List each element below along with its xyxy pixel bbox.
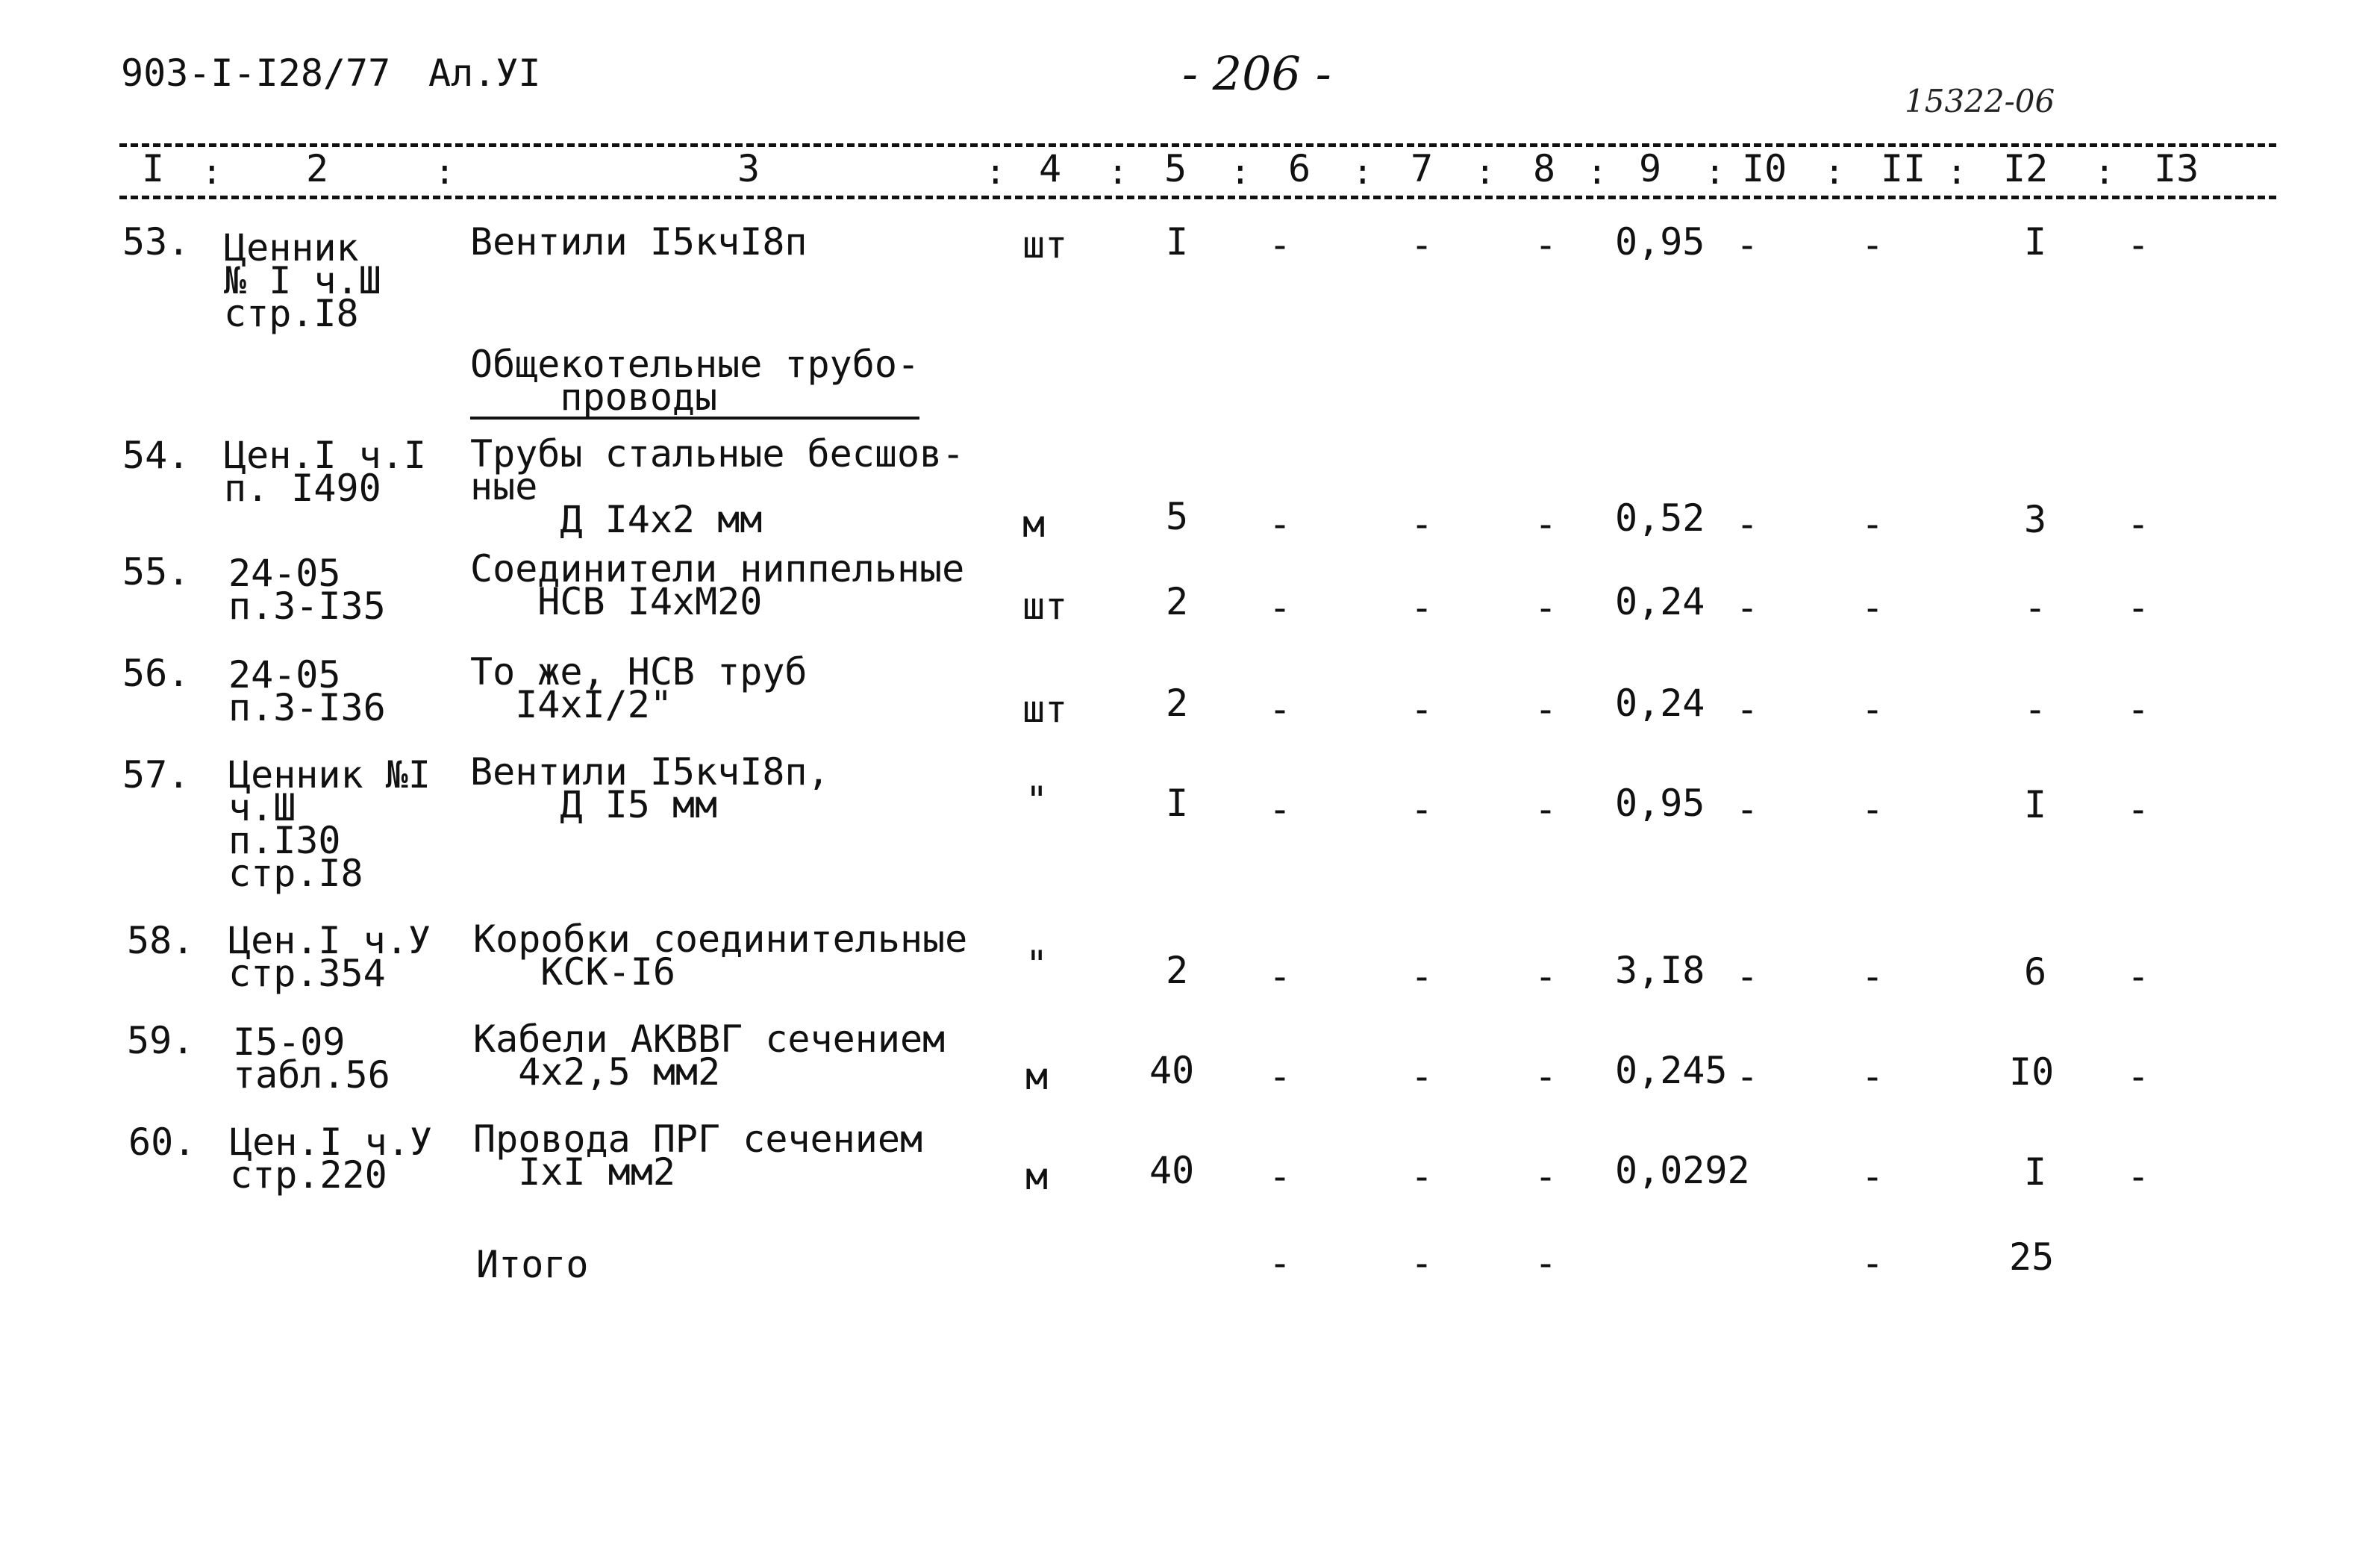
row-col6: - (1269, 955, 1292, 998)
row-quantity: 5 (1166, 495, 1189, 538)
row-col6: - (1269, 1155, 1292, 1198)
row-col13: - (2127, 586, 2150, 629)
total-col12: 25 (2009, 1235, 2055, 1279)
row-col11: - (1861, 788, 1884, 831)
row-number: 57. (122, 753, 190, 797)
row-col8: - (1534, 788, 1558, 831)
row-col13: - (2127, 223, 2150, 266)
row-col7: - (1411, 223, 1434, 266)
row-col12: 6 (2024, 950, 2047, 994)
document-code: 903-I-I28/77 (121, 52, 391, 95)
row-col8: - (1534, 1155, 1558, 1198)
row-description: Кабели АКВВГ сечением 4х2,5 мм2 (473, 1017, 946, 1094)
row-col8: - (1534, 502, 1558, 546)
row-col9: 0,24 (1615, 682, 1705, 725)
col-header-2: 2 (306, 147, 329, 190)
header-bottom-rule (119, 196, 2276, 199)
row-col11: - (1861, 688, 1884, 731)
row-reference: Цен.I ч.У стр.354 (228, 919, 431, 995)
row-number: 56. (122, 652, 190, 695)
handwritten-reference: 15322-06 (1905, 83, 2055, 119)
row-col10: - (1736, 1055, 1759, 1098)
total-col8: - (1534, 1241, 1558, 1285)
row-col7: - (1411, 586, 1434, 629)
row-description: Коробки соединительные КСК-I6 (473, 917, 968, 994)
row-col9: 3,I8 (1615, 949, 1705, 992)
col-separator: : (985, 152, 1006, 192)
row-reference: 24-05 п.3-I35 (228, 552, 386, 628)
col-header-11: II (1881, 147, 1926, 190)
row-col12: I (2024, 220, 2047, 264)
row-reference: Ценник № I ч.Ш стр.I8 (224, 226, 381, 335)
row-col9: 0,0292 (1615, 1149, 1750, 1192)
row-quantity: I (1166, 782, 1189, 825)
total-col7: - (1411, 1241, 1434, 1285)
col-separator: : (1230, 152, 1251, 192)
total-label: Итого (476, 1243, 589, 1286)
row-col9: 0,95 (1615, 782, 1705, 825)
col-header-12: I2 (2003, 147, 2049, 190)
col-separator: : (202, 152, 222, 192)
row-description: Трубы стальные бесшов- ные Д I4х2 мм (470, 432, 965, 541)
row-number: 58. (127, 919, 195, 962)
row-col11: - (1861, 223, 1884, 266)
col-separator: : (1587, 152, 1608, 192)
col-separator: : (1824, 152, 1845, 192)
row-col10: - (1736, 502, 1759, 546)
row-col10: - (1736, 586, 1759, 629)
col-header-3: 3 (737, 147, 760, 190)
row-reference: Цен.I ч.У стр.220 (230, 1120, 432, 1197)
row-quantity: 2 (1166, 580, 1189, 623)
row-col6: - (1269, 586, 1292, 629)
row-col12: - (2024, 586, 2047, 629)
row-unit: м (1025, 1155, 1049, 1198)
page-number: - 206 - (1182, 46, 1331, 101)
row-quantity: I (1166, 220, 1189, 264)
row-col13: - (2127, 1055, 2150, 1098)
row-unit: " (1025, 943, 1049, 986)
col-separator: : (1705, 152, 1725, 192)
col-header-8: 8 (1533, 147, 1556, 190)
row-col13: - (2127, 788, 2150, 831)
row-col8: - (1534, 223, 1558, 266)
row-reference: I5-09 табл.56 (233, 1020, 390, 1097)
col-separator: : (2094, 152, 2115, 192)
row-col6: - (1269, 688, 1292, 731)
row-unit: шт (1022, 585, 1068, 628)
row-col11: - (1861, 1155, 1884, 1198)
col-separator: : (434, 152, 455, 192)
row-description: То же, НСВ труб I4хI/2" (470, 650, 808, 726)
col-separator: : (1352, 152, 1373, 192)
row-col6: - (1269, 502, 1292, 546)
col-header-4: 4 (1039, 147, 1062, 190)
row-col7: - (1411, 1055, 1434, 1098)
row-col11: - (1861, 502, 1884, 546)
row-col8: - (1534, 586, 1558, 629)
row-number: 60. (128, 1120, 196, 1164)
col-header-1: I (142, 147, 165, 190)
row-col6: - (1269, 788, 1292, 831)
col-separator: : (1475, 152, 1496, 192)
row-col13: - (2127, 688, 2150, 731)
row-col7: - (1411, 955, 1434, 998)
row-unit: шт (1022, 223, 1068, 266)
total-col6: - (1269, 1241, 1292, 1285)
row-description: Провода ПРГ сечением IхI мм2 (473, 1117, 923, 1194)
row-col12: I (2024, 783, 2047, 826)
section-title: Общекотельные трубо- проводы (470, 343, 920, 419)
row-reference: Ценник №I ч.Ш п.I30 стр.I8 (228, 753, 431, 895)
col-separator: : (1946, 152, 1967, 192)
row-description: Вентили I5кчI8п (470, 220, 808, 264)
row-unit: м (1022, 502, 1046, 546)
row-quantity: 40 (1149, 1149, 1195, 1192)
row-col9: 0,95 (1615, 220, 1705, 264)
row-col7: - (1411, 788, 1434, 831)
col-separator: : (1108, 152, 1128, 192)
row-col13: - (2127, 1155, 2150, 1198)
row-col8: - (1534, 1055, 1558, 1098)
row-number: 59. (127, 1019, 195, 1062)
row-description: Вентили I5кчI8п, Д I5 мм (470, 750, 830, 826)
row-col8: - (1534, 688, 1558, 731)
col-header-9: 9 (1639, 147, 1662, 190)
row-number: 55. (122, 550, 190, 593)
row-unit: шт (1022, 688, 1068, 731)
row-col10: - (1736, 788, 1759, 831)
album-label: Ал.УI (428, 52, 541, 95)
row-col7: - (1411, 502, 1434, 546)
row-col12: I (2024, 1150, 2047, 1194)
row-col13: - (2127, 955, 2150, 998)
row-quantity: 2 (1166, 682, 1189, 725)
row-col11: - (1861, 955, 1884, 998)
row-col12: I0 (2009, 1050, 2055, 1094)
total-col11: - (1861, 1241, 1884, 1285)
header-top-rule (119, 143, 2276, 147)
row-col12: 3 (2024, 498, 2047, 541)
row-number: 53. (122, 220, 190, 264)
col-header-7: 7 (1411, 147, 1434, 190)
row-reference: 24-05 п.3-I36 (228, 653, 386, 729)
row-col10: - (1736, 223, 1759, 266)
col-header-5: 5 (1164, 147, 1187, 190)
row-quantity: 40 (1149, 1049, 1195, 1092)
row-reference: Цен.I ч.I п. I490 (224, 434, 426, 510)
row-unit: " (1025, 779, 1049, 822)
row-col9: 0,245 (1615, 1049, 1728, 1092)
row-col7: - (1411, 1155, 1434, 1198)
row-quantity: 2 (1166, 949, 1189, 992)
row-col12: - (2024, 688, 2047, 731)
row-description: Соединители ниппельные НСВ I4хМ20 (470, 547, 965, 623)
row-unit: м (1025, 1055, 1049, 1098)
row-number: 54. (122, 434, 190, 477)
row-col10: - (1736, 688, 1759, 731)
row-col8: - (1534, 955, 1558, 998)
row-col6: - (1269, 1055, 1292, 1098)
row-col11: - (1861, 586, 1884, 629)
row-col11: - (1861, 1055, 1884, 1098)
row-col9: 0,52 (1615, 496, 1705, 540)
col-header-6: 6 (1288, 147, 1311, 190)
row-col6: - (1269, 223, 1292, 266)
row-col7: - (1411, 688, 1434, 731)
row-col9: 0,24 (1615, 580, 1705, 623)
col-header-13: I3 (2154, 147, 2199, 190)
row-col13: - (2127, 502, 2150, 546)
row-col10: - (1736, 955, 1759, 998)
col-header-10: I0 (1742, 147, 1787, 190)
